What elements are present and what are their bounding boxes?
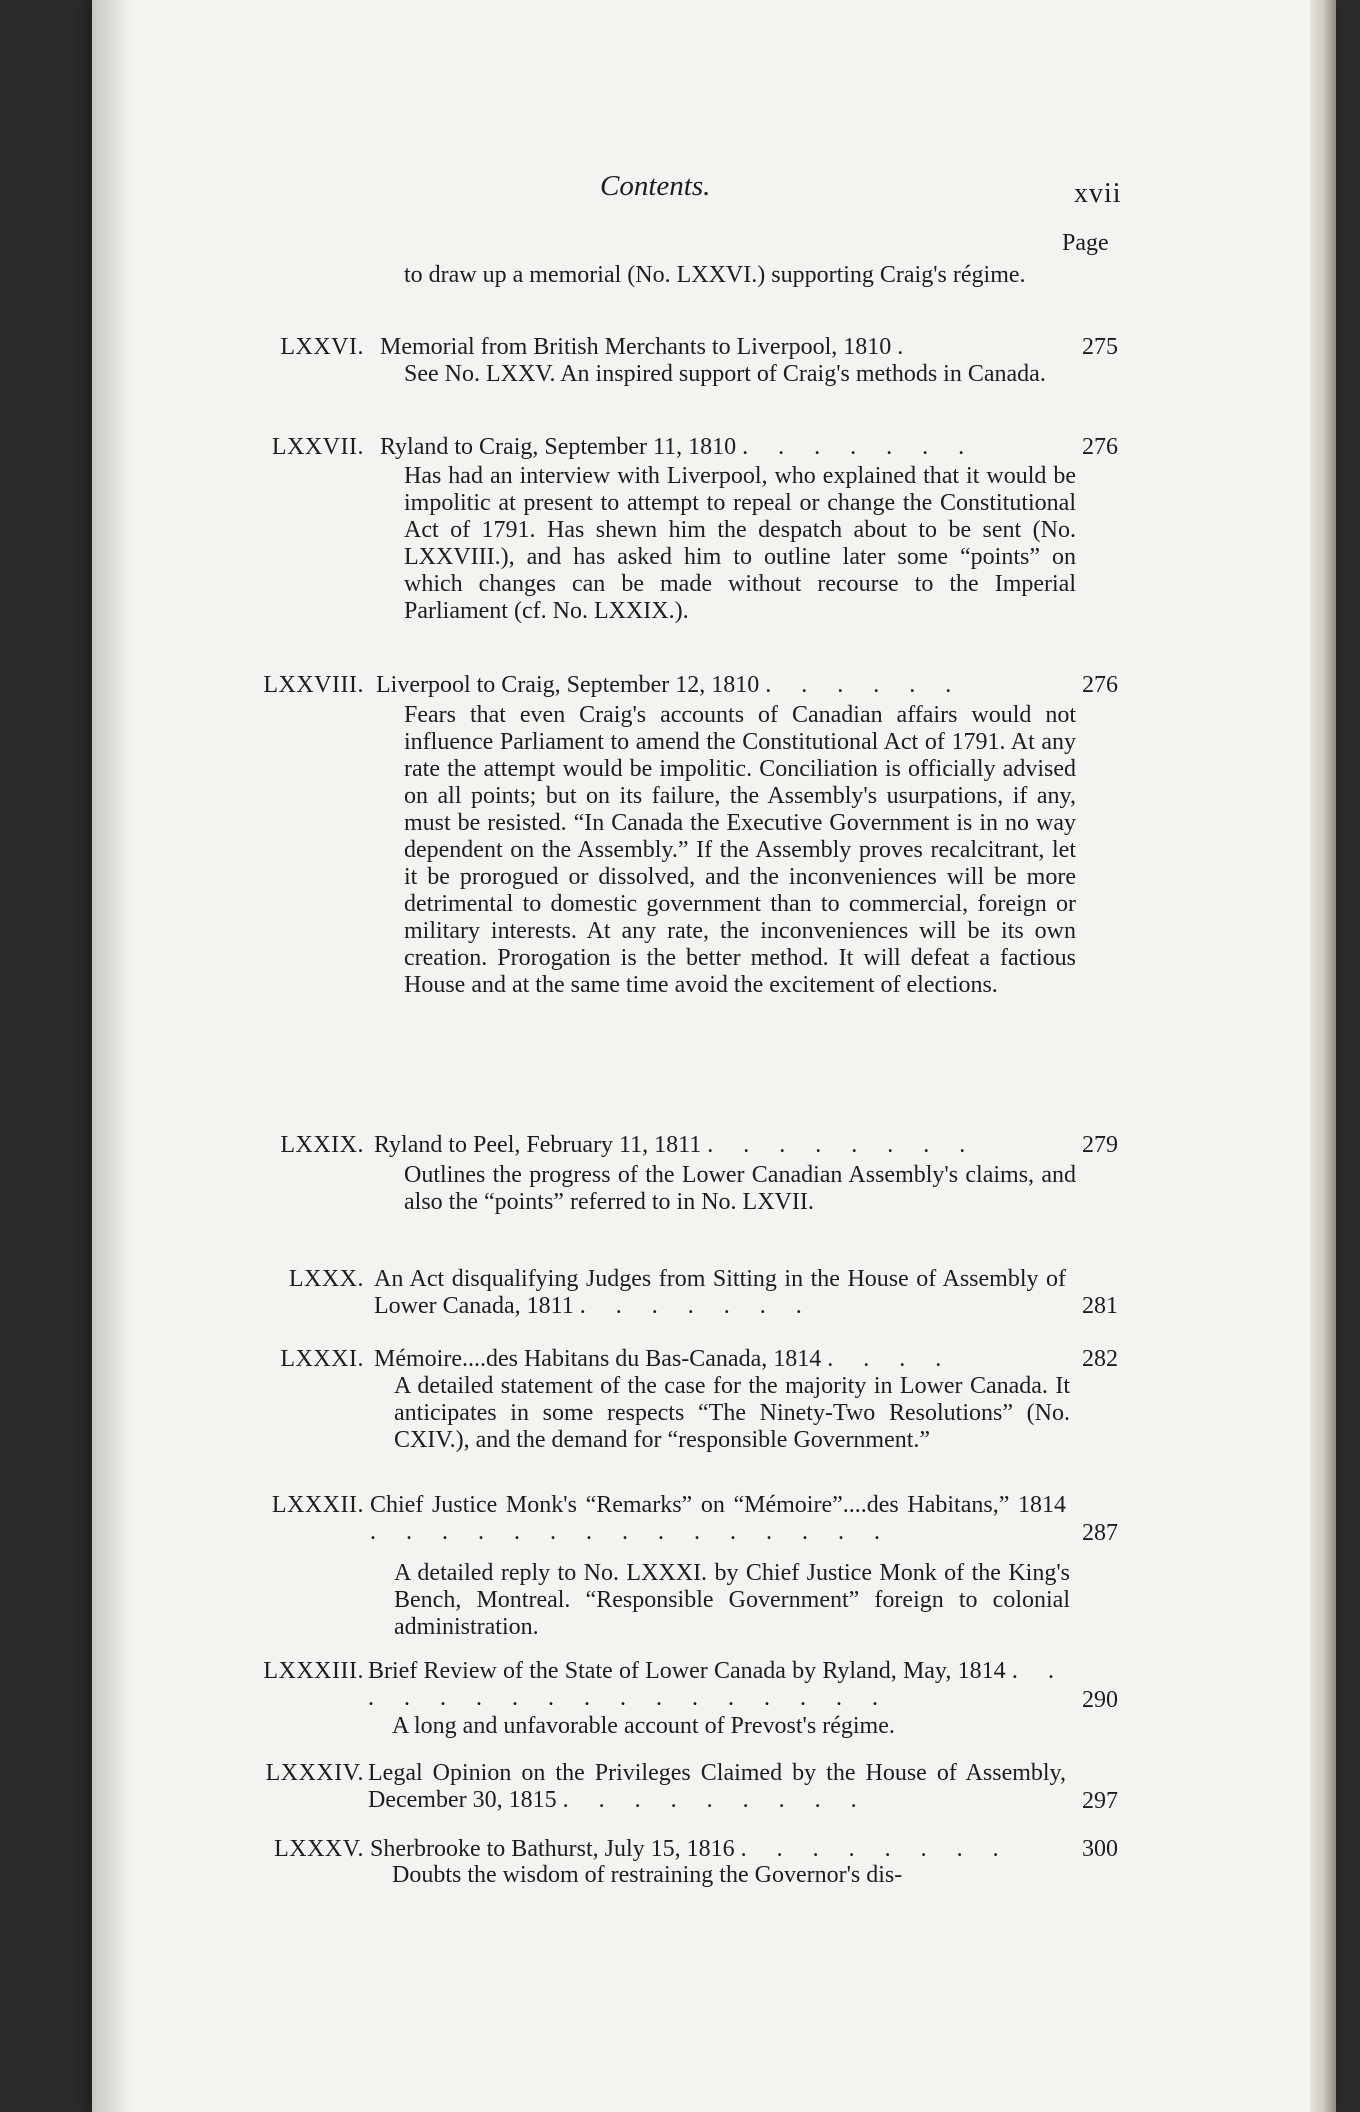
entry-title [368,1760,1066,1814]
entry-number: LXXXV. [274,1836,364,1862]
entry-title [368,1658,1066,1712]
leader-dots: . . . . . . . [579,1293,814,1319]
page-folio: xvii [1074,178,1122,209]
leader-dots: . . . . . . . . [740,1836,1011,1862]
entry-description: Fears that even Craig's accounts of Canadian affairs would not influence Parliament to amend the Constitutional Act of 1791. At any rate the attempt would be impolitic. Conciliation is officially advised on all points; but on its failure, the Assembly's usurpations, if any, must be resisted. “In Canada the Executive Government is in no way dependent on the Assembly.” If the Assembly proves recalcitrant, let it be prorogued or dissolved, and the inconveniences will be more detrimental to domestic government than to commercial, foreign or military interests. At any rate, the inconveniences will be its own creation. Prorogation is the better method. It will defeat a factious House and at the same time avoid the excitement of elections. [404,702,1076,998]
entry-page: 282 [1082,1346,1118,1372]
page-edge [1310,0,1336,2112]
entry-title [380,434,1070,461]
gutter-shadow [92,0,132,2112]
entry-description: Has had an interview with Liverpool, who explained that it would be impolitic at present to attempt to repeal or change the Constitutional Act of 1791. Has shewn him the despatch about to be sent (No. LXXVIII.), and has asked him to outline later some “points” on which changes can be made without recourse to the Imperial Parliament (cf. No. LXXIX.). [404,463,1076,624]
entry-number: LXXXII. [271,1492,364,1518]
entry-number: LXXXI. [280,1346,364,1372]
entry-title [376,672,1066,699]
entry-title-text: Sherbrooke to Bathurst, July 15, 1816 [370,1836,735,1862]
entry-page: 275 [1082,334,1118,360]
entry-page: 287 [1082,1520,1118,1546]
entry-title-text: Ryland to Craig, September 11, 1810 [380,434,737,460]
leader-dots: . . . . [827,1346,954,1372]
entry-page: 276 [1082,434,1118,460]
entry-page: 279 [1082,1132,1118,1158]
entry-title [370,1492,1066,1546]
entry-number: LXXX. [288,1266,364,1292]
leader-dots: . . . . . . . . . [562,1787,869,1813]
entry-number: LXXXIV. [265,1760,364,1786]
entry-page: 276 [1082,672,1118,698]
entry-title [380,334,1070,361]
entry-description: See No. LXXV. An inspired support of Craig's methods in Canada. [404,361,1046,387]
entry-title-text: An Act disqualifying Judges from Sitting in the House of Assembly of Lower Canada, 1811 [374,1266,1066,1319]
leader-dots: . . . . . . [765,672,964,698]
page-column-label: Page [1062,230,1109,256]
entry-title [370,1836,1060,1863]
entry-description: A long and unfavorable account of Prevost's régime. [392,1713,895,1739]
entry-title [374,1132,1064,1159]
leader-dots: . . . . . . . . . . . . . . . . . [368,1658,1067,1711]
entry-number: LXXIX. [280,1132,364,1158]
entry-number: LXXVIII. [263,672,364,698]
entry-title-text: Memorial from British Merchants to Liverpool, 1810 [380,334,892,360]
entry-title-text: Mémoire....des Habitans du Bas-Canada, 1814 [374,1346,822,1372]
continuation-text: to draw up a memorial (No. LXXVI.) supporting Craig's régime. [404,262,1026,288]
leader-dots: . . . . . . . [742,434,977,460]
entry-page: 297 [1082,1788,1118,1814]
leader-dots: . . . . . . . . . . . . . . . [370,1519,892,1545]
entry-description: Outlines the progress of the Lower Canadian Assembly's claims, and also the “points” referred to in No. LXVII. [404,1162,1076,1215]
entry-number: LXXXIII. [263,1658,364,1684]
entry-page: 290 [1082,1687,1118,1713]
entry-description: A detailed statement of the case for the majority in Lower Canada. It anticipates in some respects “The Ninety-Two Resolutions” (No. CXIV.), and the demand for “responsible Government.” [394,1373,1070,1453]
entry-description: Doubts the wisdom of restraining the Governor's dis- [392,1862,903,1888]
entry-title-text: Liverpool to Craig, September 12, 1810 [376,672,760,698]
running-title: Contents. [600,170,711,202]
entry-number: LXXVI. [280,334,364,360]
entry-title-text: Ryland to Peel, February 11, 1811 [374,1132,702,1158]
entry-title-text: Chief Justice Monk's “Remarks” on “Mémoire”....des Habitans,” 1814 [370,1492,1066,1518]
entry-page: 281 [1082,1293,1118,1319]
entry-title [374,1266,1066,1320]
entry-title [374,1346,1064,1373]
entry-description: A detailed reply to No. LXXXI. by Chief Justice Monk of the King's Bench, Montreal. “Responsible Government” foreign to colonial administration. [394,1560,1070,1640]
leader-dots: . [897,334,916,360]
entry-title-text: Brief Review of the State of Lower Canada by Ryland, May, 1814 [368,1658,1006,1684]
leader-dots: . . . . . . . . [707,1132,978,1158]
entry-number: LXXVII. [271,434,364,460]
entry-title-text: Legal Opinion on the Privileges Claimed by the House of Assembly, December 30, 1815 [368,1760,1066,1813]
entry-page: 300 [1082,1836,1118,1862]
